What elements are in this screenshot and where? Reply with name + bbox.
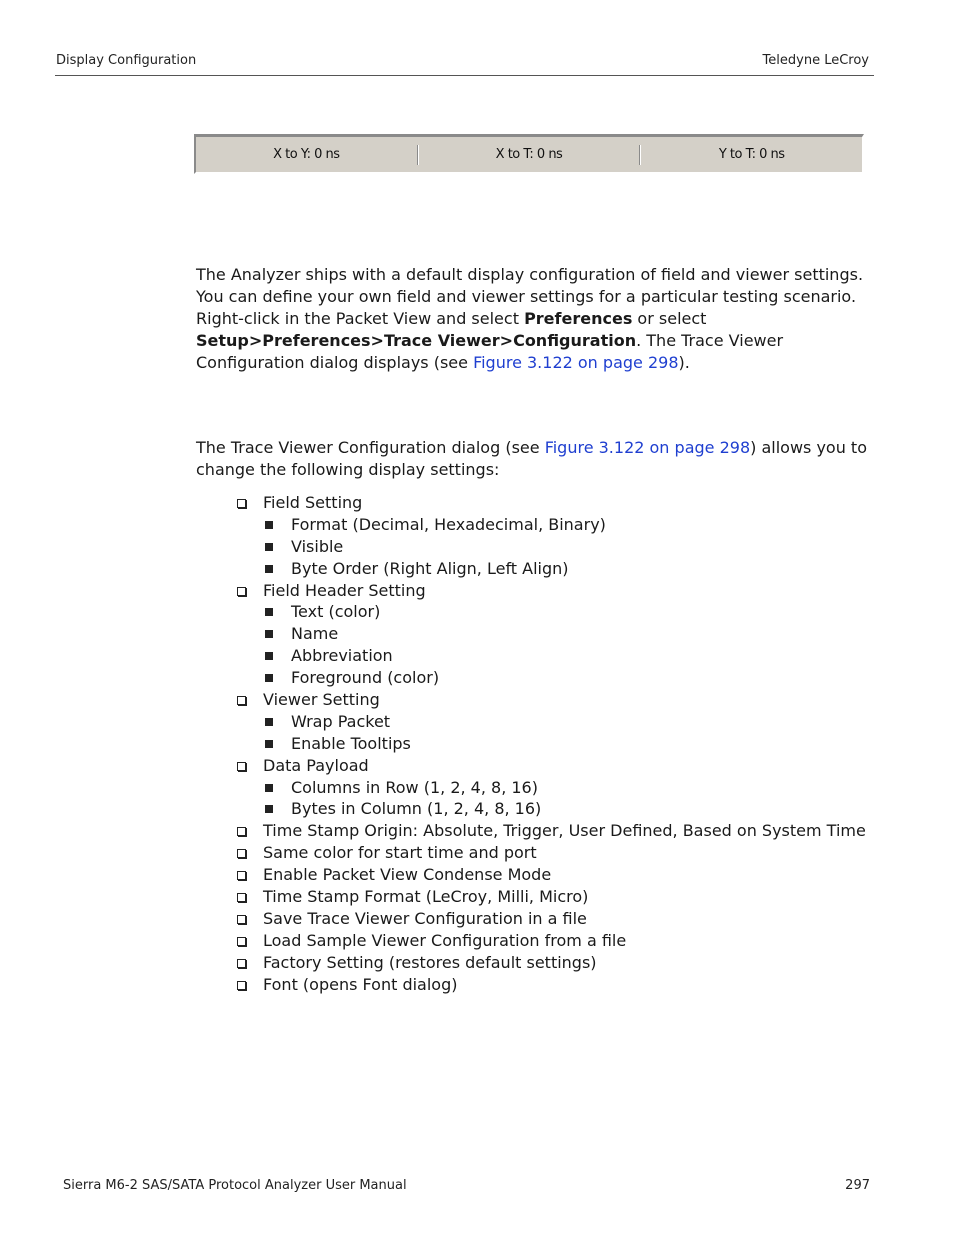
list-item-text: Foreground (color) [291, 668, 440, 688]
list-item [236, 492, 866, 514]
list-item-text: Font (opens Font dialog) [263, 974, 458, 994]
square-bullet-icon [265, 784, 273, 792]
square-bullet-icon [265, 630, 273, 638]
box-bullet-icon [237, 915, 246, 924]
page-number: 297 [845, 1178, 870, 1193]
list-item [236, 755, 866, 777]
text: or select [632, 309, 707, 328]
square-bullet-icon [265, 674, 273, 682]
list-item [236, 689, 866, 711]
list-item-text: Abbreviation [291, 646, 393, 666]
figure-link[interactable]: Figure 3.122 on page 298 [544, 438, 751, 457]
bold-term: Setup>Preferences>Trace Viewer>Configuration [196, 331, 637, 350]
list-item-text: Time Stamp Origin: Absolute, Trigger, User Defined, Based on System Time [263, 821, 866, 841]
list-item-text: Field Header Setting [263, 580, 426, 600]
bold-term: Preferences [524, 309, 633, 328]
square-bullet-icon [265, 543, 273, 551]
box-bullet-icon [237, 587, 246, 596]
list-item-text: Columns in Row (1, 2, 4, 8, 16) [291, 777, 538, 797]
list-subitem [236, 645, 866, 667]
list-item-text: Save Trace Viewer Configuration in a file [263, 908, 587, 928]
header-rule [55, 75, 874, 76]
box-bullet-icon [237, 849, 246, 858]
list-item [236, 580, 866, 602]
running-header-company: Teledyne LeCroy [762, 53, 869, 68]
running-header-section: Display Configuration [56, 53, 197, 68]
list-item-text: Field Setting [263, 493, 363, 512]
square-bullet-icon [265, 652, 273, 660]
list-subitem [236, 623, 866, 645]
list-subitem [236, 798, 866, 820]
footer-manual-title: Sierra M6-2 SAS/SATA Protocol Analyzer User Manual [63, 1178, 407, 1193]
list-subitem [236, 777, 866, 799]
box-bullet-icon [237, 696, 246, 705]
box-bullet-icon [237, 827, 246, 836]
text: The Trace Viewer Configuration dialog (see [196, 438, 545, 457]
list-subitem [236, 601, 866, 623]
list-item-text: Factory Setting (restores default settings) [263, 952, 597, 972]
box-bullet-icon [237, 762, 246, 771]
list-item [236, 842, 866, 864]
square-bullet-icon [265, 565, 273, 573]
list-item-text: Enable Tooltips [291, 733, 411, 753]
settings-list [236, 492, 866, 995]
list-item [236, 820, 866, 842]
list-item [236, 930, 866, 952]
status-x-to-y: X to Y: 0 ns [273, 146, 340, 162]
list-item [236, 952, 866, 974]
status-y-to-t: Y to T: 0 ns [718, 146, 785, 162]
list-item-text: Load Sample Viewer Configuration from a file [263, 930, 627, 950]
list-item [236, 908, 866, 930]
status-bar-figure [194, 134, 864, 174]
list-item-text: Bytes in Column (1, 2, 4, 8, 16) [291, 799, 542, 819]
list-item-text: Visible [291, 536, 344, 556]
box-bullet-icon [237, 871, 246, 880]
settings-paragraph [196, 437, 868, 481]
list-item-text: Text (color) [291, 602, 381, 622]
list-subitem [236, 733, 866, 755]
list-subitem [236, 667, 866, 689]
list-item-text: Time Stamp Format (LeCroy, Milli, Micro) [263, 887, 589, 907]
box-bullet-icon [237, 981, 246, 990]
list-item-text: Data Payload [263, 755, 369, 775]
list-item-text: Wrap Packet [291, 711, 391, 731]
list-item-text: Enable Packet View Condense Mode [263, 865, 552, 885]
list-item [236, 864, 866, 886]
square-bullet-icon [265, 740, 273, 748]
list-subitem [236, 536, 866, 558]
list-item-text: Viewer Setting [263, 690, 380, 710]
list-subitem [236, 558, 866, 580]
square-bullet-icon [265, 718, 273, 726]
square-bullet-icon [265, 805, 273, 813]
list-item [236, 974, 866, 996]
text: ) allows you to change the following display settings: [196, 438, 867, 479]
text: ). [678, 353, 690, 372]
square-bullet-icon [265, 521, 273, 529]
list-subitem [236, 514, 866, 536]
box-bullet-icon [237, 499, 246, 508]
text: . The Trace Viewer Configuration dialog displays (see [196, 331, 784, 372]
box-bullet-icon [237, 893, 246, 902]
list-item-text: Byte Order (Right Align, Left Align) [291, 558, 569, 578]
intro-paragraph [196, 264, 868, 374]
list-item-text: Format (Decimal, Hexadecimal, Binary) [291, 514, 606, 534]
box-bullet-icon [237, 959, 246, 968]
square-bullet-icon [265, 608, 273, 616]
list-subitem [236, 711, 866, 733]
figure-link[interactable]: Figure 3.122 on page 298 [473, 353, 679, 372]
list-item-text: Same color for start time and port [263, 843, 537, 863]
list-item-text: Name [291, 624, 339, 644]
status-x-to-t: X to T: 0 ns [495, 146, 563, 162]
list-item [236, 886, 866, 908]
text: The Analyzer ships with a default display configuration of field and viewer settings. You can define your own field and viewer settings for a particular testing scenario. Right-click in the Packet View and select [196, 265, 864, 328]
box-bullet-icon [237, 937, 246, 946]
